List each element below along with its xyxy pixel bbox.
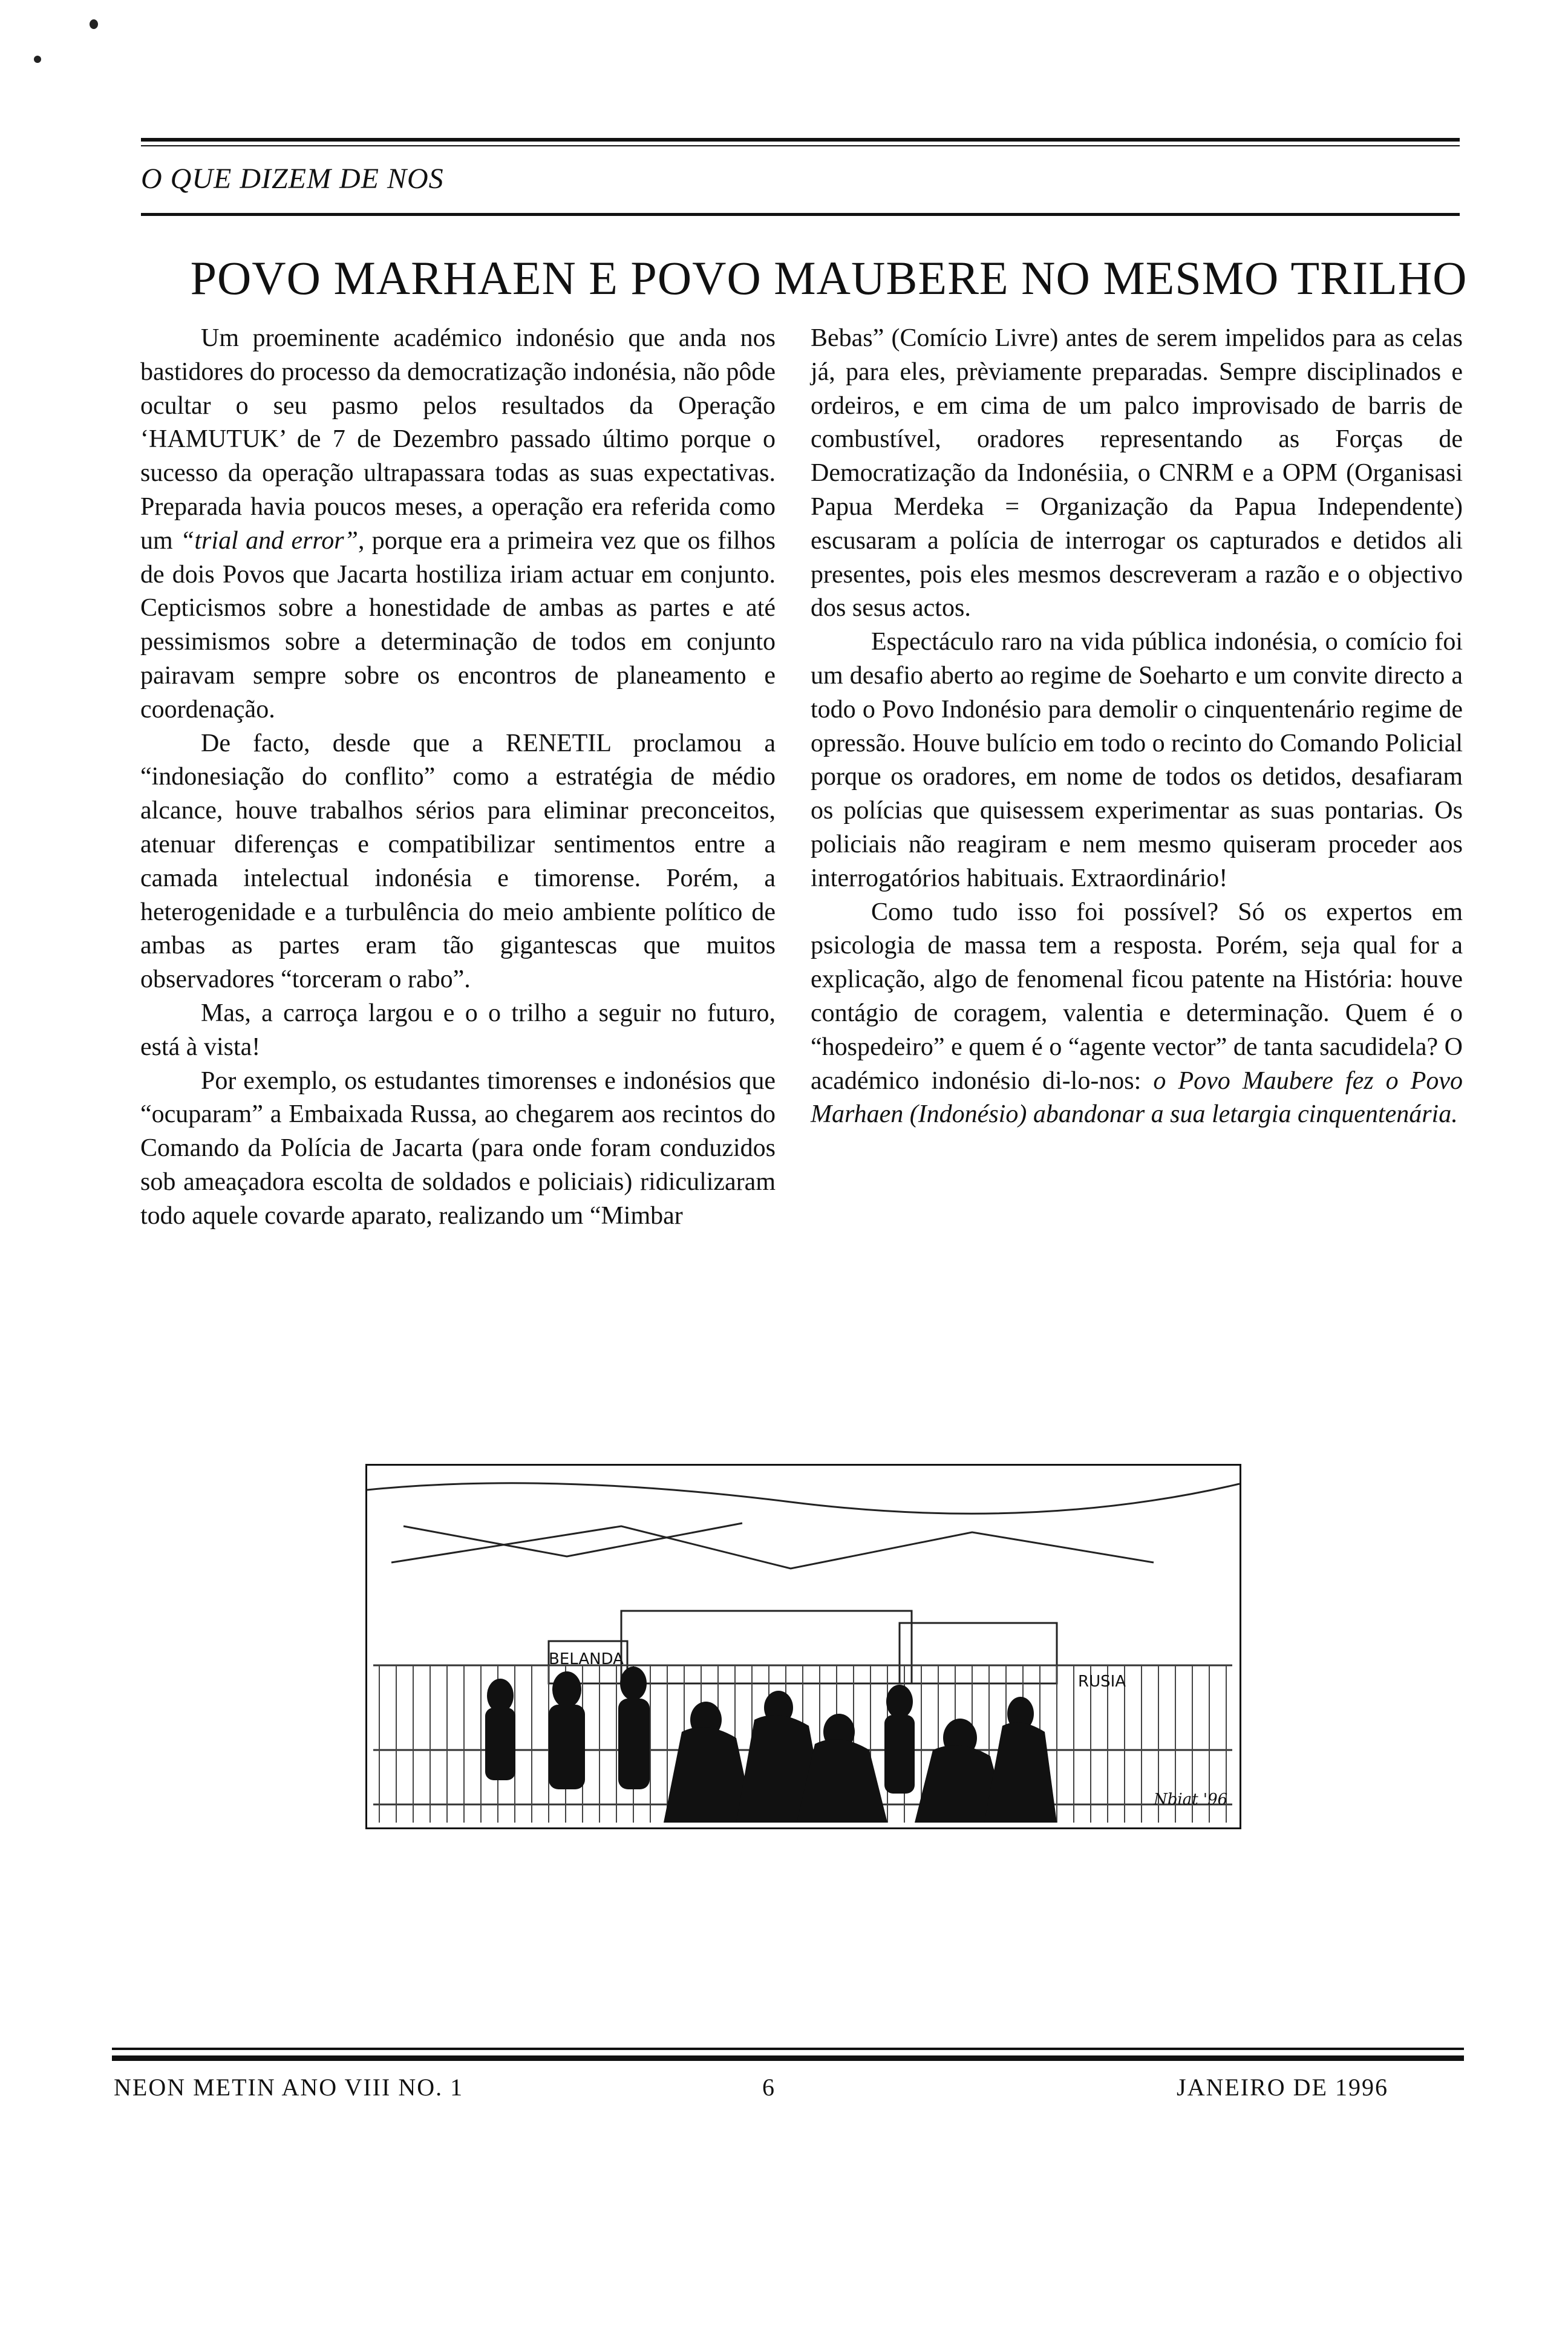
article-headline: POVO MARHAEN E POVO MAUBERE NO MESMO TRILHO [190, 252, 1468, 304]
footer-rule-top [112, 2048, 1464, 2050]
stray-mark [90, 19, 98, 29]
paragraph: Bebas” (Comício Livre) antes de serem impelidos para as celas já, para eles, prèviamente preparadas. Sempre disciplinados e ordeiros, e em cima de um palco improvisado de barris de combustível, oradores representando as Forças de Democratização da Indonésiia, o CNRM e a OPM (Organisasi Papua Merdeka = Organização da Papua Independente) escusaram a polícia de interrogar os capturados e detidos ali presentes, pois eles mesmos descreveram a razão e o objectivo dos sesus actos. [811, 324, 1463, 622]
article-column-right [811, 322, 1463, 1132]
sign-left: BELANDA [549, 1650, 624, 1668]
footer-publication: NEON METIN ANO VIII NO. 1 [114, 2074, 464, 2101]
cartoon-drawing [367, 1466, 1240, 1827]
section-label: O QUE DIZEM DE NOS [141, 163, 444, 195]
artist-signature: Nbiat '96 [1154, 1791, 1228, 1809]
illustration-cartoon [365, 1464, 1241, 1829]
paragraph: Espectáculo raro na vida pública indonésia, o comício foi um desafio aberto ao regime de Soeharto e um convite directo a todo o Povo Indonésio para demolir o cinquentenário regime de opressão. Houve bulício em todo o recinto do Comando Policial porque os oradores, em nome de todos os detidos, desafiaram os polícias que quisessem experimentar as suas pontarias. Os policiais não reagiram e nem mesmo quiseram proceder aos interrogatórios habituais. Extraordinário! [811, 628, 1463, 892]
header-rule-top-thin [141, 145, 1460, 146]
paragraph: De facto, desde que a RENETIL proclamou a “indonesiação do conflito” como a estratégia de médio alcance, houve trabalhos sérios para eliminar preconceitos, atenuar diferenças e compatibilizar sentimentos entre a camada intelectual indonésia e timorense. Porém, a heterogenidade e a turbulência do meio ambiente político de ambas as partes eram tão gigantescas que muitos observadores “torceram o rabo”. [140, 729, 776, 994]
emphasis: o Povo Maubere fez o Povo Marhaen (Indonésio) abandonar a sua letargia cinquentenária. [811, 1066, 1463, 1129]
paragraph: Um proeminente académico indonésio que anda nos bastidores do processo da democratização indonésia, não pôde ocultar o seu pasmo pelos resultados da Operação ‘HAMUTUK’ de 7 de Dezembro passado último porque o sucesso da operação ultrapassara todas as suas expectativas. Preparada havia poucos meses, a operação era referida como um “trial and error”, porque era a primeira vez que os filhos de dois Povos que Jacarta hostiliza iriam actuar em conjunto. Cepticismos sobre a honestidade de ambas as partes e até pessimismos sobre a determinação de todos em conjunto pairavam sempre sobre os encontros de planeamento e coordenação. [140, 324, 776, 723]
stray-mark [34, 56, 41, 63]
paragraph: Por exemplo, os estudantes timorenses e indonésios que “ocuparam” a Embaixada Russa, ao chegarem aos recintos do Comando da Polícia de Jacarta (para onde foram conduzidos sob ameaçadora escolta de soldados e policiais) ridiculizaram todo aquele covarde aparato, realizando um “Mimbar [140, 1066, 776, 1230]
emphasis: “trial and error” [180, 526, 358, 555]
paragraph: Como tudo isso foi possível? Só os expertos em psicologia de massa tem a resposta. Porém, seja qual for a explicação, algo de fenomenal ficou patente na História: houve contágio de coragem, valentia e determinação. Quem é o “hospedeiro” e quem é o “agente vector” de tanta sacudidela? O académico indonésio di-lo-nos: o Povo Maubere fez o Povo Marhaen (Indonésio) abandonar a sua letargia cinquentenária. [811, 898, 1463, 1129]
header-rule-bottom [141, 213, 1460, 216]
footer-date: JANEIRO DE 1996 [1177, 2074, 1388, 2101]
footer-rule-main [112, 2055, 1464, 2061]
footer-page-number: 6 [762, 2074, 776, 2101]
sign-right: RUSIA [1078, 1673, 1126, 1691]
article-column-left [140, 322, 776, 1233]
header-rule-top [141, 138, 1460, 142]
paragraph: Mas, a carroça largou e o o trilho a seguir no futuro, está à vista! [140, 999, 776, 1061]
